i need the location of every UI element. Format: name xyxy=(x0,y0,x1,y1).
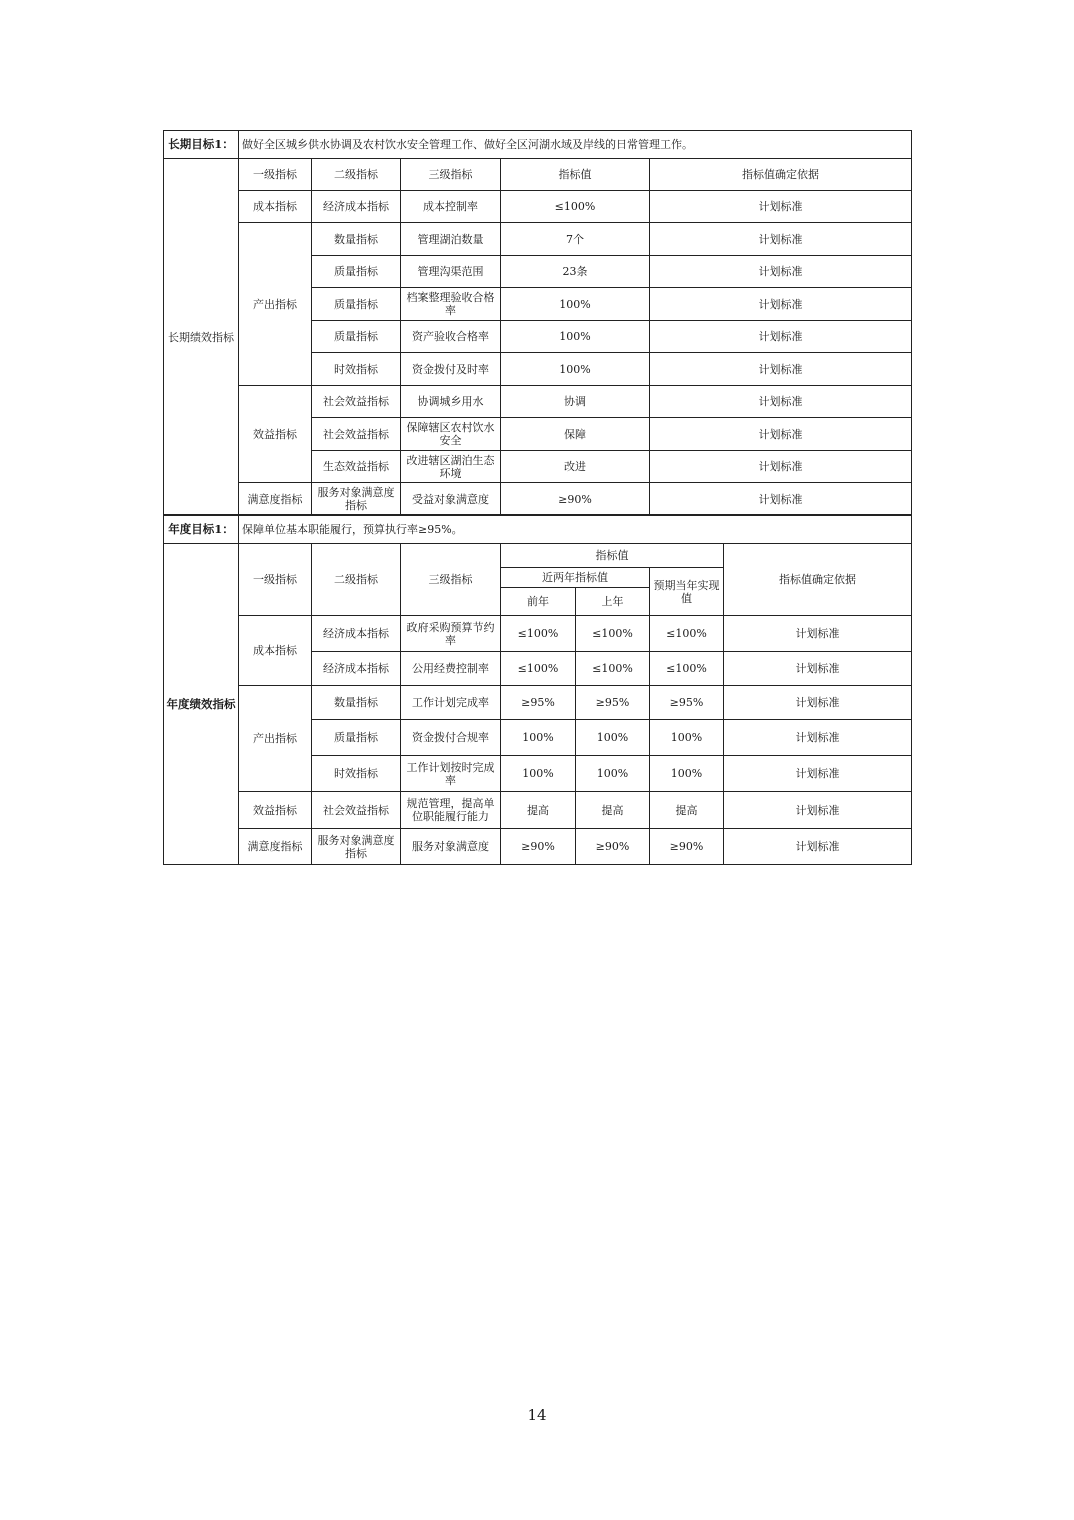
cell-l3: 公用经费控制率 xyxy=(401,652,501,686)
cell-l3: 资产验收合格率 xyxy=(401,321,501,353)
header-recent-two-years: 近两年指标值 xyxy=(501,568,650,588)
cell-basis: 计划标准 xyxy=(724,720,912,756)
cell-value: 7个 xyxy=(501,223,650,256)
cell-basis: 计划标准 xyxy=(650,483,912,516)
cell-l3: 资金拨付合规率 xyxy=(401,720,501,756)
group-cost: 成本指标 xyxy=(239,616,312,686)
cell-l3: 服务对象满意度 xyxy=(401,829,501,865)
cell-value: 保障 xyxy=(501,418,650,451)
cell-l3: 管理湖泊数量 xyxy=(401,223,501,256)
cell-last: 100% xyxy=(576,756,650,792)
header-expected: 预期当年实现值 xyxy=(650,568,724,616)
long-term-section-label: 长期绩效指标 xyxy=(164,159,239,516)
cell-basis: 计划标准 xyxy=(650,288,912,321)
cell-l3: 规范管理，提高单位职能履行能力 xyxy=(401,792,501,829)
header-last-year: 上年 xyxy=(576,588,650,616)
cell-last: 提高 xyxy=(576,792,650,829)
cell-basis: 计划标准 xyxy=(724,756,912,792)
cell-l2: 生态效益指标 xyxy=(312,451,401,483)
header-value-group: 指标值 xyxy=(501,544,724,568)
cell-l3: 受益对象满意度 xyxy=(401,483,501,516)
cell-expected: ≥90% xyxy=(650,829,724,865)
cell-expected: 提高 xyxy=(650,792,724,829)
group-benefit: 效益指标 xyxy=(239,792,312,829)
cell-l3: 资金拨付及时率 xyxy=(401,353,501,386)
cell-prev: ≤100% xyxy=(501,652,576,686)
table-row xyxy=(164,191,912,223)
long-term-goal-label: 长期目标1： xyxy=(164,131,239,159)
cell-l3: 协调城乡用水 xyxy=(401,386,501,418)
cell-l2: 经济成本指标 xyxy=(312,652,401,686)
cell-basis: 计划标准 xyxy=(650,353,912,386)
header-basis: 指标值确定依据 xyxy=(650,159,912,191)
annual-performance-table xyxy=(163,514,912,865)
cell-basis: 计划标准 xyxy=(650,321,912,353)
cell-l2: 社会效益指标 xyxy=(312,792,401,829)
header-level3: 三级指标 xyxy=(401,544,501,616)
group-satisfaction: 满意度指标 xyxy=(239,483,312,516)
cell-l2: 质量指标 xyxy=(312,720,401,756)
cell-l2: 时效指标 xyxy=(312,353,401,386)
cell-l3: 政府采购预算节约率 xyxy=(401,616,501,652)
group-satisfaction: 满意度指标 xyxy=(239,829,312,865)
cell-l2: 数量指标 xyxy=(312,686,401,720)
cell-prev: ≤100% xyxy=(501,616,576,652)
cell-value: ≤100% xyxy=(501,191,650,223)
cell-prev: ≥95% xyxy=(501,686,576,720)
table-row xyxy=(164,483,912,516)
cell-expected: ≤100% xyxy=(650,652,724,686)
cell-prev: ≥90% xyxy=(501,829,576,865)
table-row xyxy=(164,616,912,652)
table-row xyxy=(164,792,912,829)
cell-basis: 计划标准 xyxy=(724,616,912,652)
cell-prev: 100% xyxy=(501,756,576,792)
cell-value: 100% xyxy=(501,321,650,353)
cell-l3: 改进辖区湖泊生态环境 xyxy=(401,451,501,483)
cell-value: 100% xyxy=(501,288,650,321)
cell-l2: 经济成本指标 xyxy=(312,191,401,223)
cell-l2: 时效指标 xyxy=(312,756,401,792)
cell-l2: 服务对象满意度指标 xyxy=(312,483,401,516)
cell-basis: 计划标准 xyxy=(650,386,912,418)
table-row xyxy=(164,386,912,418)
cell-last: ≥90% xyxy=(576,829,650,865)
header-value: 指标值 xyxy=(501,159,650,191)
cell-basis: 计划标准 xyxy=(650,418,912,451)
cell-value: ≥90% xyxy=(501,483,650,516)
cell-basis: 计划标准 xyxy=(724,829,912,865)
cell-basis: 计划标准 xyxy=(650,223,912,256)
cell-value: 100% xyxy=(501,353,650,386)
annual-section-label: 年度绩效指标 xyxy=(164,544,239,865)
group-cost: 成本指标 xyxy=(239,191,312,223)
header-basis: 指标值确定依据 xyxy=(724,544,912,616)
header-prev-year: 前年 xyxy=(501,588,576,616)
cell-l2: 数量指标 xyxy=(312,223,401,256)
cell-l3: 成本控制率 xyxy=(401,191,501,223)
cell-prev: 100% xyxy=(501,720,576,756)
header-level1: 一级指标 xyxy=(239,544,312,616)
cell-l3: 工作计划完成率 xyxy=(401,686,501,720)
cell-expected: ≤100% xyxy=(650,616,724,652)
cell-l3: 档案整理验收合格率 xyxy=(401,288,501,321)
annual-goal-label: 年度目标1： xyxy=(164,515,239,544)
annual-goal-text: 保障单位基本职能履行，预算执行率≥95%。 xyxy=(239,515,912,544)
cell-l2: 质量指标 xyxy=(312,321,401,353)
group-output: 产出指标 xyxy=(239,686,312,792)
group-output: 产出指标 xyxy=(239,223,312,386)
cell-last: ≥95% xyxy=(576,686,650,720)
group-benefit: 效益指标 xyxy=(239,386,312,483)
cell-basis: 计划标准 xyxy=(724,792,912,829)
cell-l2: 质量指标 xyxy=(312,288,401,321)
cell-l2: 社会效益指标 xyxy=(312,386,401,418)
cell-basis: 计划标准 xyxy=(724,652,912,686)
cell-l3: 管理沟渠范围 xyxy=(401,256,501,288)
header-level2: 二级指标 xyxy=(312,159,401,191)
table-row xyxy=(164,223,912,256)
cell-l2: 社会效益指标 xyxy=(312,418,401,451)
cell-value: 协调 xyxy=(501,386,650,418)
cell-basis: 计划标准 xyxy=(724,686,912,720)
table-row xyxy=(164,829,912,865)
cell-last: 100% xyxy=(576,720,650,756)
cell-value: 23条 xyxy=(501,256,650,288)
cell-l2: 经济成本指标 xyxy=(312,616,401,652)
cell-last: ≤100% xyxy=(576,652,650,686)
table-row xyxy=(164,686,912,720)
cell-basis: 计划标准 xyxy=(650,256,912,288)
cell-value: 改进 xyxy=(501,451,650,483)
cell-basis: 计划标准 xyxy=(650,191,912,223)
cell-basis: 计划标准 xyxy=(650,451,912,483)
cell-expected: 100% xyxy=(650,756,724,792)
long-term-goal-text: 做好全区城乡供水协调及农村饮水安全管理工作、做好全区河湖水域及岸线的日常管理工作。 xyxy=(239,131,912,159)
header-level3: 三级指标 xyxy=(401,159,501,191)
long-term-performance-table xyxy=(163,130,912,516)
cell-l2: 质量指标 xyxy=(312,256,401,288)
cell-last: ≤100% xyxy=(576,616,650,652)
cell-l3: 保障辖区农村饮水安全 xyxy=(401,418,501,451)
cell-expected: ≥95% xyxy=(650,686,724,720)
cell-prev: 提高 xyxy=(501,792,576,829)
cell-l2: 服务对象满意度指标 xyxy=(312,829,401,865)
header-level2: 二级指标 xyxy=(312,544,401,616)
header-level1: 一级指标 xyxy=(239,159,312,191)
page-number: 14 xyxy=(527,1406,547,1424)
cell-expected: 100% xyxy=(650,720,724,756)
cell-l3: 工作计划按时完成率 xyxy=(401,756,501,792)
